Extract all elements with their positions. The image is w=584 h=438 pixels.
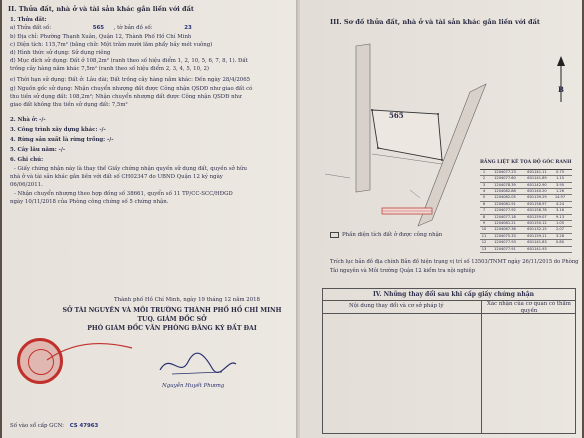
- coordinate-cell: 1204067.36: [494, 227, 516, 232]
- coordinate-table-title: BẢNG LIỆT KÊ TỌA ĐỘ GÓC RANH: [480, 160, 572, 165]
- note-line-2: nhà ở và tài sản khác gắn liền với đất số CH02347 do UBND Quận 12 ký ngày: [10, 174, 223, 180]
- section-1-title: 1. Thửa đất:: [10, 17, 47, 23]
- map-legend: [330, 232, 442, 239]
- coordinate-cell: 3.95: [555, 182, 564, 187]
- coordinate-cell: 1: [482, 169, 486, 174]
- source-line-2: Tài nguyên và Môi trường Quận 12 kiểm tra nội nghiệp: [330, 268, 476, 274]
- parcel-label: a) Thửa đất số:: [10, 25, 52, 31]
- coordinate-cell: 601141.89: [527, 176, 547, 181]
- usage-term-line: e) Thời hạn sử dụng: Đất ở: Lâu dài; Đất trồng cây hàng năm khác: Đến ngày 28/4/2065: [10, 77, 251, 83]
- coordinate-cell: 2: [482, 176, 486, 181]
- coordinate-cell: 7: [482, 208, 486, 213]
- coordinate-cell: 601159.07: [527, 214, 547, 219]
- coordinate-cell: 601158.97: [527, 201, 547, 206]
- coordinate-cell: 12: [481, 240, 487, 245]
- coordinate-cell: 1204077.18: [494, 214, 516, 219]
- registry-line: [10, 423, 98, 430]
- coordinate-cell: 11: [481, 233, 487, 238]
- north-arrow-icon: [550, 54, 572, 104]
- coordinate-cell: 601132.15: [527, 227, 547, 232]
- signing-authority: SỞ TÀI NGUYÊN VÀ MÔI TRƯỜNG THÀNH PHỐ HỒ CHÍ MINH: [62, 307, 282, 314]
- coordinate-cell: 1204078.39: [494, 182, 516, 187]
- other-construction-line: 3. Công trình xây dựng khác: -/-: [10, 127, 106, 133]
- coordinate-row: [480, 247, 572, 253]
- coordinate-cell: 601140.20: [527, 188, 547, 193]
- section-2-title: II. Thửa đất, nhà ở và tài sản khác gắn liền với đất: [8, 5, 194, 13]
- issue-date-line: Thành phố Hồ Chí Minh, ngày 19 tháng 12 năm 2018: [114, 297, 260, 303]
- coordinate-cell: 4.24: [555, 201, 564, 206]
- coordinate-cell: 601150.12: [527, 220, 547, 225]
- parcel-number: 565: [92, 25, 104, 31]
- signer-name: Nguyễn Huyết Phương: [162, 383, 225, 389]
- legend-label: Phần diện tích đất ở được công nhận: [342, 232, 443, 238]
- coordinate-cell: 5: [482, 195, 486, 200]
- coordinate-cell: 14.97: [554, 195, 566, 200]
- coordinate-cell: 13: [481, 246, 487, 251]
- changes-box: [322, 288, 576, 434]
- certificate-document: [2, 0, 582, 438]
- coordinate-table: [480, 160, 572, 253]
- coordinate-cell: 601139.29: [527, 195, 547, 200]
- changes-content-header: Nội dung thay đổi và cơ sở pháp lý: [349, 303, 444, 309]
- parcel-line: [10, 25, 192, 32]
- coordinate-cell: 1.05: [555, 220, 564, 225]
- coordinate-cell: 0.75: [555, 169, 564, 174]
- forest-line: 4. Rừng sản xuất là rừng trồng: -/-: [10, 137, 114, 143]
- coordinate-cell: 1204077.93: [494, 240, 516, 245]
- coordinate-cell: 8: [482, 214, 486, 219]
- note-line-3: 06/06/2011.: [10, 182, 43, 188]
- coordinate-cell: 1204082.88: [494, 188, 516, 193]
- coordinate-cell: 601158.78: [527, 208, 547, 213]
- coordinate-cell: 4: [482, 188, 486, 193]
- parcel-map: [320, 40, 490, 250]
- coordinate-cell: 1204075.33: [494, 233, 516, 238]
- coordinate-cell: 601141.83: [527, 240, 547, 245]
- coordinate-cell: 0.80: [555, 240, 564, 245]
- coordinate-cell: 601142.90: [527, 182, 547, 187]
- coordinate-cell: 601141.93: [527, 246, 547, 251]
- signing-position: PHÓ GIÁM ĐỐC VĂN PHÒNG ĐĂNG KÝ ĐẤT ĐAI: [87, 325, 257, 332]
- usage-form-line: d) Hình thức sử dụng: Sử dụng riêng: [10, 50, 111, 56]
- coordinate-cell: 1204077.23: [494, 169, 516, 174]
- notes-title: 6. Ghi chú:: [10, 157, 44, 163]
- coordinate-cell: 9.13: [555, 214, 564, 219]
- coordinate-cell: 1204082.05: [494, 195, 516, 200]
- section-3-title: III. Sơ đồ thửa đất, nhà ở và tài sản khác gắn liền với đất: [330, 18, 540, 26]
- area-line: c) Diện tích: 115,7m² (bằng chữ: Một trăm mười lăm phẩy bảy mét vuông): [10, 42, 213, 48]
- changes-cert-header: Xác nhận của cơ quan có thẩm quyền: [487, 301, 571, 314]
- left-page: [2, 0, 298, 438]
- legend-swatch-icon: [330, 232, 339, 238]
- coordinate-cell: 1.26: [555, 188, 564, 193]
- origin-line-2: thu tiền sử dụng đất: 108,2m²; Nhận chuyển nhượng đất được Công nhận QSDĐ như: [10, 94, 242, 100]
- coordinate-cell: 6: [482, 201, 486, 206]
- registry-number: CS 47963: [69, 423, 99, 429]
- coordinate-cell: 1204077.60: [494, 176, 516, 181]
- note-line-5: ngày 10/11/2018 của Phòng công chứng số 5 chứng nhận.: [10, 199, 169, 205]
- north-label: B: [558, 85, 564, 94]
- coordinate-cell: 1204081.91: [494, 201, 516, 206]
- red-stamp-arc: [42, 330, 162, 370]
- changes-title: IV. Những thay đổi sau khi cấp giấy chứng nhận: [373, 291, 534, 298]
- usage-purpose-line-2: trồng cây hàng năm khác 7,5m² (ranh theo số hiệu điểm 2, 3, 4, 5, 10, 2): [10, 66, 209, 72]
- origin-line-1: g) Nguồn gốc sử dụng: Nhận chuyển nhượng đất được Công nhận QSDĐ như giao đất có: [10, 86, 253, 92]
- usage-purpose-line-1: đ) Mục đích sử dụng: Đất ở 108,2m² (ranh theo số hiệu điểm 1, 2, 10, 5, 6, 7, 8, 1). Đất: [10, 58, 248, 64]
- note-line-1: - Giấy chứng nhận này là thay thế Giấy chứng nhận quyền sử dụng đất, quyền sở hữu: [14, 166, 247, 172]
- coordinate-cell: 10: [481, 227, 487, 232]
- coordinate-cell: 1204077.92: [494, 208, 516, 213]
- coordinate-cell: 3.28: [555, 233, 564, 238]
- coordinate-cell: [552, 247, 568, 252]
- sheet-label: , tờ bản đồ số:: [113, 25, 153, 31]
- origin-line-3: giao đất không thu tiền sử dụng đất: 7,5m²: [10, 102, 128, 108]
- coordinate-cell: 1204081.21: [494, 220, 516, 225]
- coordinate-cell: 2.07: [555, 227, 564, 232]
- signature-graphic: [152, 348, 242, 382]
- registry-label: Số vào sổ cấp GCN:: [10, 423, 64, 429]
- coordinate-cell: 3.16: [555, 208, 564, 213]
- signing-delegation: TUQ. GIÁM ĐỐC SỞ: [137, 316, 207, 323]
- address-line: b) Địa chỉ: Phường Thạnh Xuân, Quận 12, Thành Phố Hồ Chí Minh: [10, 34, 192, 40]
- perennial-line: 5. Cây lâu năm: -/-: [10, 147, 66, 153]
- coordinate-cell: 601159.11: [527, 233, 547, 238]
- sheet-number: 23: [184, 25, 192, 31]
- house-line: 2. Nhà ở: -/-: [10, 117, 46, 123]
- source-line-1: Trích lục bản đồ địa chính Bản đồ hiện trạng vị trí số 13503/TNMT ngày 26/11/2015 do Phòng: [330, 259, 579, 265]
- coordinate-cell: 1.15: [555, 176, 564, 181]
- coordinate-cell: 1204077.91: [494, 246, 516, 251]
- coordinate-cell: 601141.11: [527, 169, 547, 174]
- map-parcel-number: 565: [389, 111, 404, 120]
- note-line-4: - Nhận chuyển nhượng theo hợp đồng số 38661, quyển số 11 TP/CC-SCC/HĐGD: [14, 191, 233, 197]
- coordinate-cell: 9: [482, 220, 486, 225]
- coordinate-cell: 3: [482, 182, 486, 187]
